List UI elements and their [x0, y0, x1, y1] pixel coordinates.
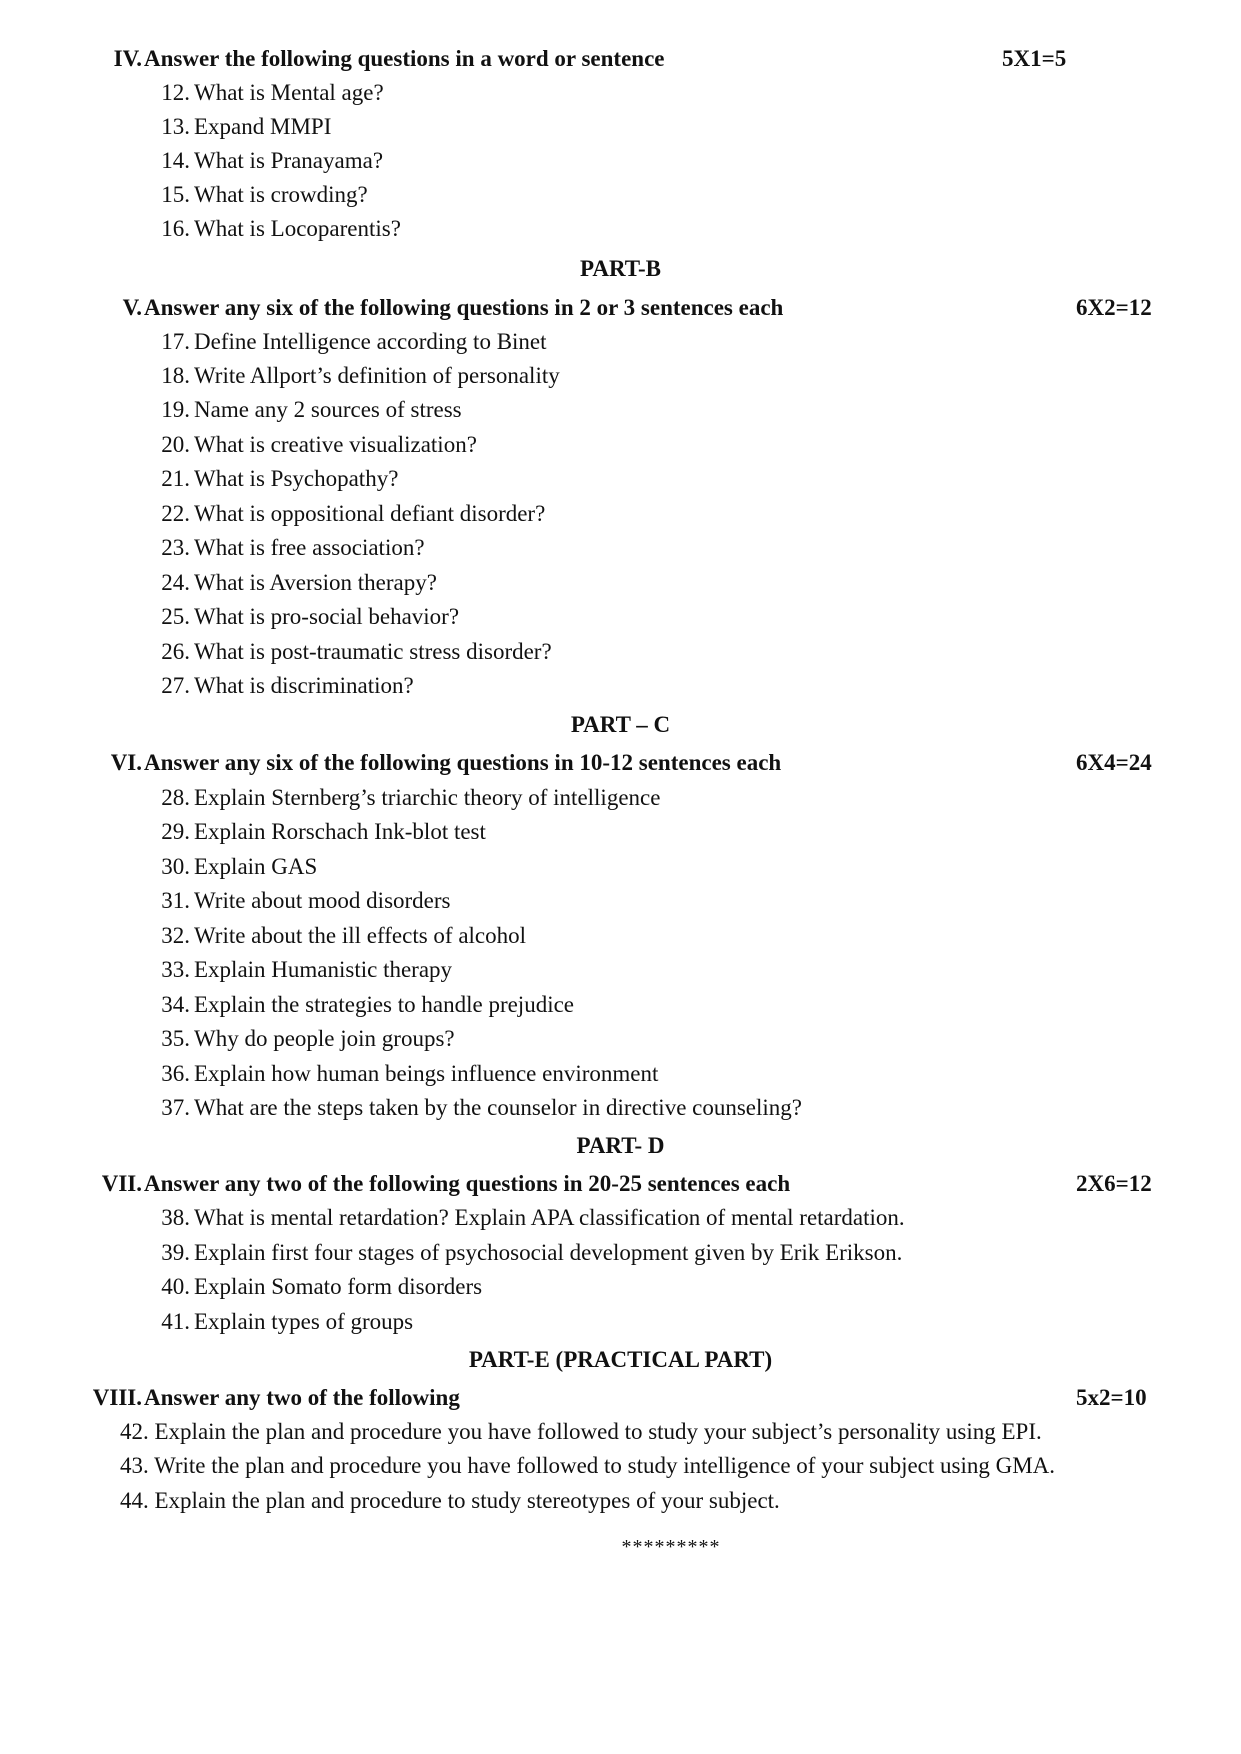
section-roman: VIII.: [92, 1385, 142, 1410]
part-d-title: PART- D: [576, 1133, 665, 1158]
end-of-paper-stars: *********: [621, 1536, 721, 1558]
section-marks: 6X4=24: [1076, 750, 1152, 775]
section-roman: IV.: [113, 46, 142, 71]
section-v-header: [0, 293, 1241, 323]
part-e-title: PART-E (PRACTICAL PART): [468, 1347, 773, 1372]
section-roman: VII.: [101, 1171, 142, 1196]
section-instruction: Answer any two of the following questions in 20-25 sentences each: [144, 1171, 791, 1196]
section-roman: V.: [122, 295, 142, 320]
section-marks: 5X1=5: [1002, 46, 1067, 71]
part-b-title: PART-B: [580, 256, 661, 281]
section-roman: VI.: [110, 750, 142, 775]
section-iv-header: [0, 44, 1241, 74]
section-marks: 5x2=10: [1076, 1385, 1147, 1410]
practical-question: 43. Write the plan and procedure you have followed to study intelligence of your subject using GMA.: [120, 1453, 1056, 1478]
section-instruction: Answer the following questions in a word or sentence: [144, 46, 665, 71]
section-vii-header: [0, 1169, 1241, 1199]
section-viii-header: [0, 1383, 1241, 1413]
practical-question: 44. Explain the plan and procedure to study stereotypes of your subject.: [120, 1488, 780, 1513]
section-vi-header: [0, 748, 1241, 778]
section-instruction: Answer any two of the following: [144, 1385, 460, 1410]
question-paper-page: IV. Answer the following questions in a word or sentence 5X1=5 12. What is Mental age? 13. Expand MMPI 14. What is Pranayama? 15. What is crowding? 16. What is Locoparentis? PART-B V. Answer any six of the following questions in 2 or 3 sentences each 6X2=12 17. Define Intelligence according to Binet 18. Write Allport’s definition of personality 19. Name any 2 sources of stress 20. What is creative visualization? 21. What is Psychopathy? 22. What is oppositional defiant disorder? 23. What is free association? 24. What is Aversion therapy? 25. What is pro-social behavior? 26. What is post-traumatic stress disorder? 27. What is discrimination? PART – C VI. Answer any six of the following questions in 10-12 sentences each 6X4=24 28. Explain Sternberg’s triarchic theory of intelligence 29. Explain Rorschach Ink-blot test 30. Explain GAS 31. Write about mood disorders 32. Write about the ill effects of alcohol 33. Explain Humanistic therapy 34. Explain the strategies to handle prejudice 35. Why do people join groups? 36. Explain how human beings influence environment 37. What are the steps taken by the counselor in directive counseling? PART- D VII. Answer any two of the following questions in 20-25 sentences each 2X6=12 38. What is mental retardation? Explain APA classification of mental retardation. 39. Explain first four stages of psychosocial development given by Erik Erikson. 40. Explain Somato form disorders 41. Explain types of groups PART-E (PRACTICAL PART) VIII. Answer any two of the following 5x2=10 42. Explain the plan and procedure you have followed to study your subject’s personality using EPI. 43. Write the plan and procedure you have followed to study intelligence of your subject using GMA. 44. Explain the plan and procedure to study stereotypes of your subject. *********: [0, 0, 1241, 1754]
section-instruction: Answer any six of the following questions in 10-12 sentences each: [144, 750, 782, 775]
part-c-title: PART – C: [570, 712, 671, 737]
section-marks: 2X6=12: [1076, 1171, 1152, 1196]
section-instruction: Answer any six of the following questions in 2 or 3 sentences each: [144, 295, 784, 320]
section-marks: 6X2=12: [1076, 295, 1152, 320]
practical-question: 42. Explain the plan and procedure you have followed to study your subject’s personality using EPI.: [120, 1419, 1042, 1444]
